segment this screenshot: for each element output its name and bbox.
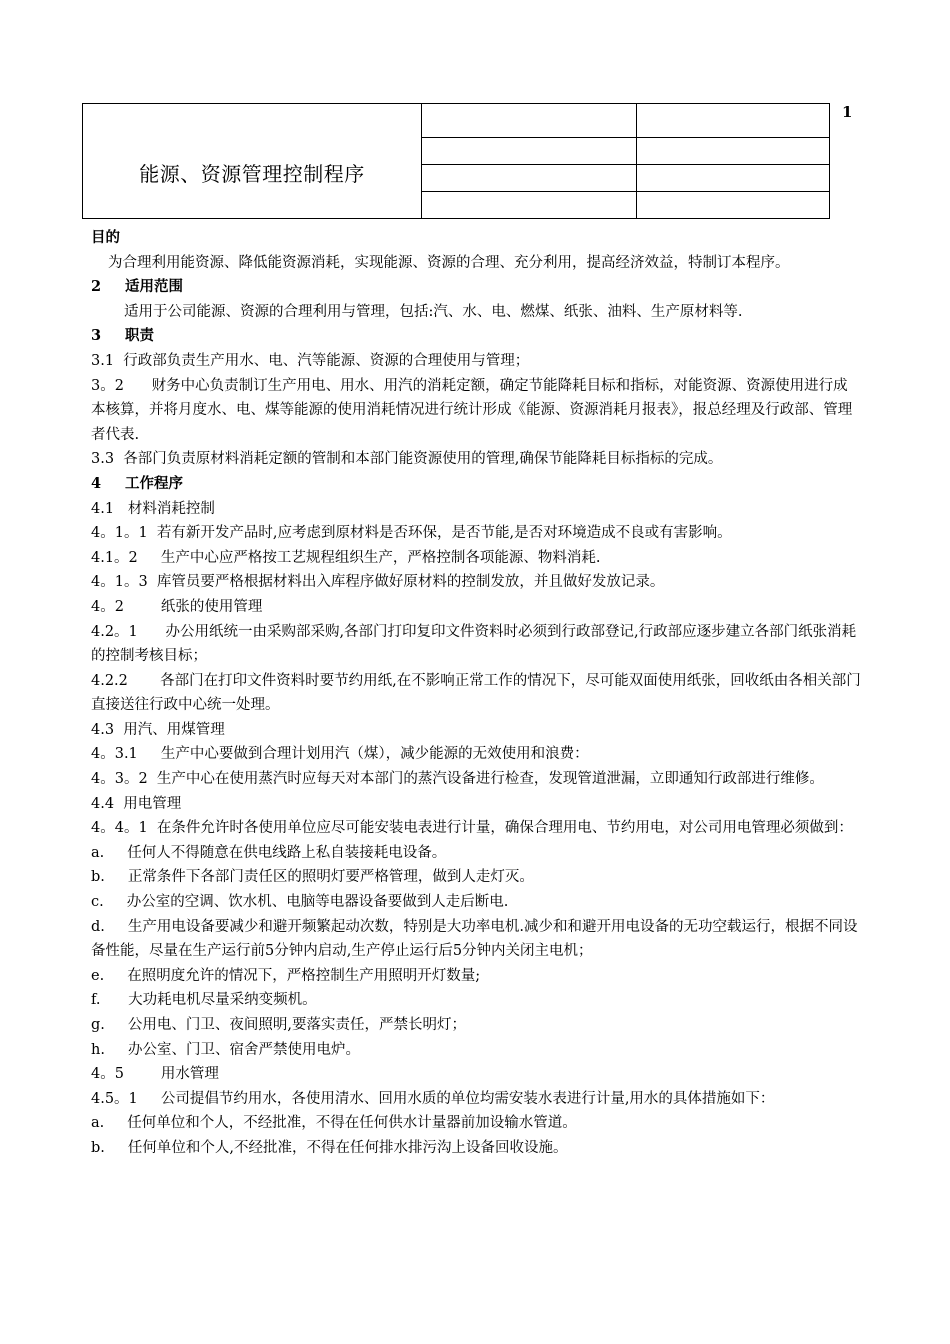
paragraph: 3。2 财务中心负责制订生产用电、用水、用汽的消耗定额，确定节能降耗目标和指标，对能资源、资源使用进行成本核算，并将月度水、电、煤等能源的使用消耗情况进行统计形成《能源、资源消耗月报表》，报总经理及行政部、管理者代表.	[91, 377, 853, 443]
section-title: 职责	[125, 327, 154, 345]
header-cell	[422, 104, 637, 138]
list-item: a. 任何单位和个人，不经批准，不得在任何供水计量器前加设输水管道。	[91, 1115, 577, 1132]
section-number: 2	[91, 278, 102, 296]
header-cell	[422, 138, 637, 165]
paragraph: 4.1。2 生产中心应严格按工艺规程组织生产，严格控制各项能源、物料消耗.	[91, 549, 601, 566]
document-title: 能源、资源管理控制程序	[139, 161, 365, 186]
document-body	[91, 226, 861, 1161]
header-cell	[422, 165, 637, 192]
header-cell	[422, 192, 637, 219]
paragraph: 4.1 材料消耗控制	[91, 500, 215, 517]
document-header-table	[82, 103, 830, 219]
section-number: 4	[91, 474, 102, 492]
paragraph: 3.1 行政部负责生产用水、电、汽等能源、资源的合理使用与管理；	[91, 352, 530, 369]
section-heading-scope	[91, 275, 861, 300]
section-heading-duty	[91, 324, 861, 349]
paragraph: 4。3.1 生产中心要做到合理计划用汽（煤），减少能源的无效使用和浪费：	[91, 746, 589, 763]
purpose-text: 为合理利用能资源、降低能资源消耗，实现能源、资源的合理、充分利用，提高经济效益，特制订本程序。	[108, 254, 790, 271]
section-heading-purpose: 目的	[91, 229, 120, 246]
list-item: h. 办公室、门卫、宿舍严禁使用电炉。	[91, 1041, 360, 1058]
paragraph: 4.2.2 各部门在打印文件资料时要节约用纸,在不影响正常工作的情况下，尽可能双面使用纸张，回收纸由各相关部门直接送往行政中心统一处理。	[91, 672, 861, 714]
paragraph: 4.2。1 办公用纸统一由采购部采购,各部门打印复印文件资料时必须到行政部登记,行政部应逐步建立各部门纸张消耗的控制考核目标；	[91, 623, 857, 665]
header-cell	[637, 104, 830, 138]
list-item: c. 办公室的空调、饮水机、电脑等电器设备要做到人走后断电.	[91, 894, 509, 911]
paragraph: 4。1。1 若有新开发产品时,应考虑到原材料是否环保，是否节能,是否对环境造成不良或有害影响。	[91, 525, 732, 542]
paragraph: 4.5。1 公司提倡节约用水，各使用清水、回用水质的单位均需安装水表进行计量,用水的具体措施如下：	[91, 1090, 775, 1107]
header-cell	[637, 192, 830, 219]
paragraph: 4.3 用汽、用煤管理	[91, 721, 225, 738]
page-number: 1	[842, 103, 853, 121]
header-cell	[637, 165, 830, 192]
title-cell	[83, 104, 422, 219]
section-title: 工作程序	[125, 474, 183, 492]
paragraph: 4。2 纸张的使用管理	[91, 598, 263, 615]
section-heading-work	[91, 472, 861, 497]
paragraph: 3.3 各部门负责原材料消耗定额的管制和本部门能资源使用的管理,确保节能降耗目标指标的完成。	[91, 451, 723, 468]
header-cell	[637, 138, 830, 165]
list-item: b. 正常条件下各部门责任区的照明灯要严格管理，做到人走灯灭。	[91, 869, 534, 886]
list-item: e. 在照明度允许的情况下，严格控制生产用照明开灯数量;	[91, 967, 481, 984]
list-item: f. 大功耗电机尽量采纳变频机。	[91, 992, 317, 1009]
paragraph: 4。1。3 库管员要严格根据材料出入库程序做好原材料的控制发放，并且做好发放记录。	[91, 574, 665, 591]
scope-text: 适用于公司能源、资源的合理利用与管理，包括:汽、水、电、燃煤、纸张、油料、生产原材料等.	[124, 303, 743, 320]
list-item: d. 生产用电设备要减少和避开频繁起动次数，特别是大功率电机.减少和和避开用电设备的无功空载运行，根据不同设备性能，尽量在生产运行前5分钟内启动,生产停止运行后5分钟内关闭主电机；	[91, 918, 858, 960]
list-item: b. 任何单位和个人,不经批准，不得在任何排水排污沟上设备回收设施。	[91, 1139, 568, 1156]
paragraph: 4.4 用电管理	[91, 795, 182, 812]
list-item: g. 公用电、门卫、夜间照明,要落实责任，严禁长明灯；	[91, 1017, 467, 1033]
section-title: 适用范围	[125, 278, 183, 296]
paragraph: 4。4。1 在条件允许时各使用单位应尽可能安装电表进行计量，确保合理用电、节约用电，对公司用电管理必须做到：	[91, 820, 853, 837]
paragraph: 4。5 用水管理	[91, 1066, 219, 1083]
section-number: 3	[91, 327, 102, 345]
paragraph: 4。3。2 生产中心在使用蒸汽时应每天对本部门的蒸汽设备进行检查，发现管道泄漏，立即通知行政部进行维修。	[91, 771, 824, 788]
list-item: a. 任何人不得随意在供电线路上私自装接耗电设备。	[91, 844, 447, 861]
